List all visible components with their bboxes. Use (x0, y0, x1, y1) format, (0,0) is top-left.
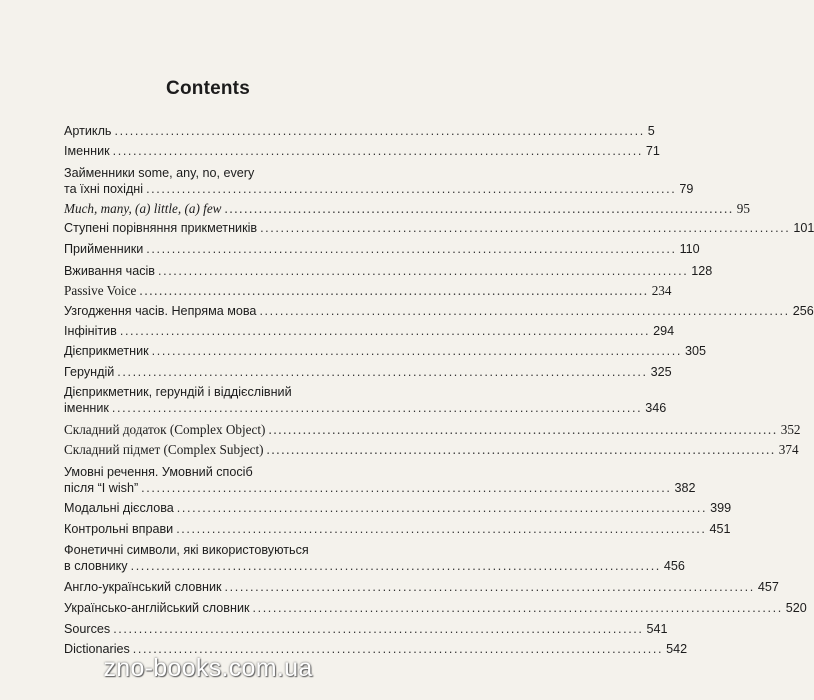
toc-entry (64, 464, 696, 496)
toc-entry (64, 442, 799, 458)
toc-leader-dots: ........................................................................................................ (111, 401, 643, 415)
toc-leader-dots: ........................................................................................................ (119, 324, 651, 338)
toc-page-number: 456 (663, 559, 685, 573)
toc-page-number: 234 (651, 283, 672, 298)
toc-page-number: 542 (666, 642, 688, 656)
toc-entry (64, 220, 814, 236)
toc-entry-title: Узгодження часів. Непряма мова (64, 304, 257, 318)
toc-leader-dots: ........................................................................................................ (146, 242, 677, 256)
toc-page-number: 71 (645, 144, 660, 158)
toc-entry (64, 579, 779, 595)
toc-page-number: 520 (785, 601, 807, 615)
toc-entry-title: Прийменники (64, 242, 144, 256)
toc-entry-title: Passive Voice (64, 283, 137, 298)
toc-entry-title: Займенники some, any, no, every (64, 166, 255, 180)
toc-entry-title: Фонетичні символи, які використовуються (64, 543, 309, 557)
toc-entry-title-continued: в словнику (64, 559, 128, 573)
toc-entry (64, 143, 660, 159)
toc-leader-dots: ........................................................................................................ (176, 501, 708, 515)
toc-page-number: 95 (736, 201, 750, 216)
toc-entry-title: Складний додаток (Complex Object) (64, 422, 266, 437)
toc-page-number: 346 (645, 401, 667, 415)
toc-entry (64, 422, 801, 438)
toc-page-number: 374 (778, 442, 799, 457)
toc-leader-dots: ........................................................................................................ (113, 622, 644, 636)
toc-leader-dots: ........................................................................................................ (268, 422, 778, 437)
page-title: Contents (166, 78, 250, 99)
toc-entry-title: Герундій (64, 365, 115, 379)
toc-entry-title-continued: та їхні похідні (64, 182, 144, 196)
toc-leader-dots: ........................................................................................................ (139, 283, 649, 298)
toc-leader-dots: ........................................................................................................ (260, 221, 791, 235)
toc-page-number: 382 (674, 481, 696, 495)
toc-entry-title: Умовні речення. Умовний спосіб (64, 465, 253, 479)
toc-leader-dots: ........................................................................................................ (176, 522, 707, 536)
toc-page-number: 5 (647, 124, 655, 138)
toc-entry-title: Ступені порівняння прикметників (64, 221, 258, 235)
toc-page-number: 325 (650, 365, 672, 379)
toc-entry (64, 303, 814, 319)
toc-entry (64, 500, 732, 516)
toc-entry-title: Дієприкметник (64, 344, 149, 358)
toc-leader-dots: ........................................................................................................ (224, 201, 734, 216)
toc-entry-title: Іменник (64, 144, 110, 158)
toc-entry-title: Українсько-англійський словник (64, 601, 250, 615)
toc-entry (64, 343, 706, 359)
site-watermark: zno-books.com.ua (103, 654, 313, 682)
toc-leader-dots: ........................................................................................................ (259, 304, 790, 318)
toc-page-number: 101 (793, 221, 814, 235)
toc-entry-title: Much, many, (a) little, (a) few (64, 201, 222, 216)
toc-leader-dots: ........................................................................................................ (158, 264, 689, 278)
toc-entry (64, 384, 667, 416)
toc-leader-dots: ........................................................................................................ (224, 580, 755, 594)
toc-page-number: 399 (710, 501, 732, 515)
toc-leader-dots: ........................................................................................................ (266, 442, 776, 457)
toc-page-number: 457 (757, 580, 779, 594)
toc-leader-dots: ........................................................................................................ (252, 601, 783, 615)
toc-entry (64, 621, 668, 637)
toc-entry (64, 123, 655, 139)
toc-entry-title-continued: після “I wish” (64, 481, 139, 495)
toc-entry (64, 600, 807, 616)
toc-leader-dots: ........................................................................................................ (112, 144, 643, 158)
toc-leader-dots: ........................................................................................................ (114, 124, 645, 138)
toc-page-number: 294 (653, 324, 675, 338)
toc-page-number: 128 (691, 264, 713, 278)
toc-leader-dots: ........................................................................................................ (130, 559, 661, 573)
toc-entry (64, 364, 672, 380)
toc-page-number: 256 (792, 304, 814, 318)
toc-entry (64, 165, 694, 197)
toc-entry (64, 241, 700, 257)
toc-entry (64, 323, 675, 339)
toc-entry (64, 521, 731, 537)
toc-leader-dots: ........................................................................................................ (132, 642, 664, 656)
toc-page-number: 541 (646, 622, 668, 636)
toc-leader-dots: ........................................................................................................ (117, 365, 648, 379)
toc-entry (64, 542, 685, 574)
toc-entry-title-continued: іменник (64, 401, 109, 415)
toc-page-number: 451 (709, 522, 731, 536)
toc-leader-dots: ........................................................................................................ (151, 344, 682, 358)
toc-entry-title: Артикль (64, 124, 112, 138)
toc-entry-title: Інфінітив (64, 324, 117, 338)
toc-entry-title: Sources (64, 622, 111, 636)
toc-page-number: 110 (679, 242, 700, 256)
toc-entry-title: Англо-український словник (64, 580, 222, 594)
toc-entry-title: Вживання часів (64, 264, 155, 278)
toc-leader-dots: ........................................................................................................ (141, 481, 672, 495)
toc-page-number: 79 (679, 182, 694, 196)
toc-page-number: 352 (780, 422, 801, 437)
toc-entry-title: Складний підмет (Complex Subject) (64, 442, 264, 457)
toc-entry-title: Модальні дієслова (64, 501, 174, 515)
toc-leader-dots: ........................................................................................................ (146, 182, 677, 196)
toc-page-number: 305 (684, 344, 706, 358)
toc-entry-title: Контрольні вправи (64, 522, 174, 536)
toc-entry (64, 201, 750, 217)
toc-entry (64, 263, 713, 279)
toc-entry-title: Дієприкметник, герундій і віддієслівний (64, 385, 292, 399)
toc-entry (64, 283, 672, 299)
toc-entry-title: Dictionaries (64, 642, 130, 656)
